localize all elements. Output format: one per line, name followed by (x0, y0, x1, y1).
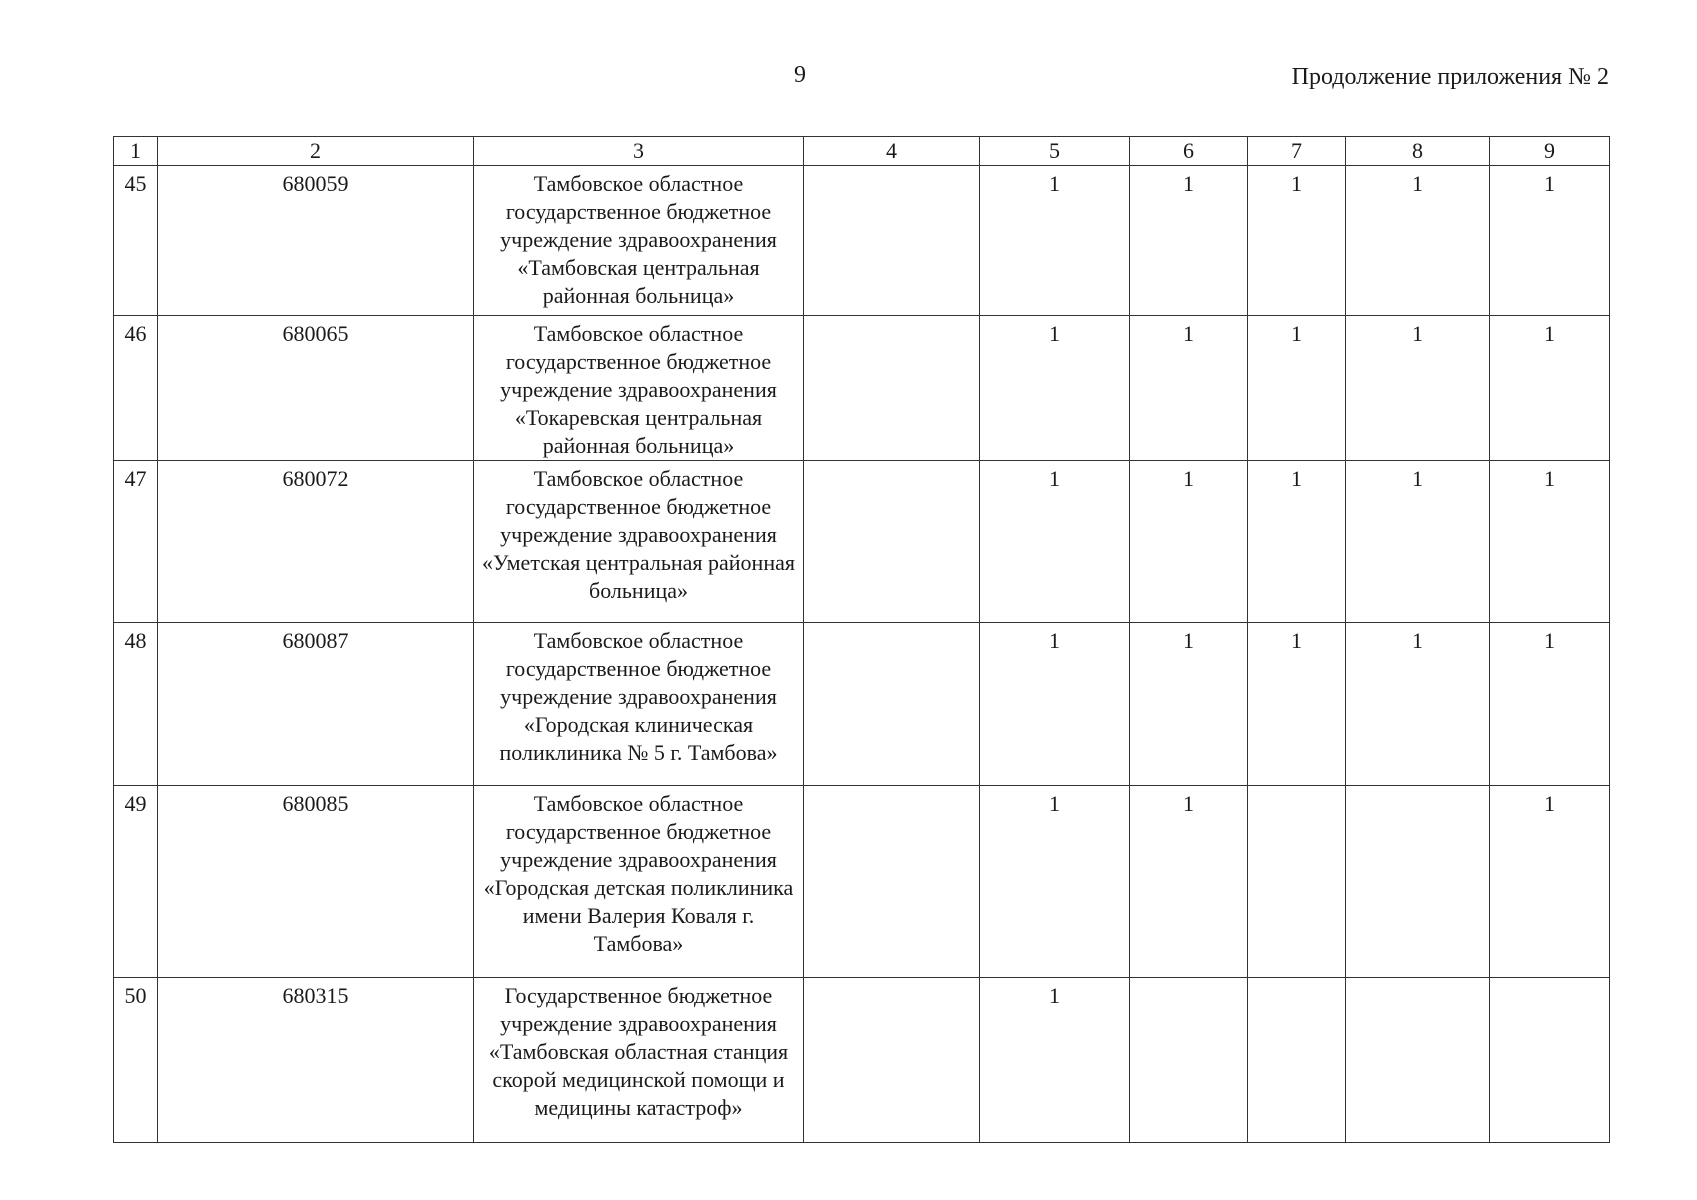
organization-code: 680315 (158, 978, 474, 1143)
cell-col-6 (1130, 978, 1248, 1143)
row-number: 50 (114, 978, 158, 1143)
cell-col-9: 1 (1490, 316, 1610, 461)
table-row (114, 461, 1610, 623)
cell-col-4 (804, 166, 980, 316)
cell-col-5: 1 (980, 166, 1130, 316)
cell-col-7: 1 (1248, 166, 1346, 316)
column-header-1: 1 (114, 137, 158, 166)
cell-col-5: 1 (980, 461, 1130, 623)
appendix-continuation-label: Продолжение приложения № 2 (1291, 64, 1609, 90)
cell-col-9: 1 (1490, 786, 1610, 978)
cell-col-9 (1490, 978, 1610, 1143)
column-header-7: 7 (1248, 137, 1346, 166)
organization-name: Тамбовское областное государственное бюджетное учреждение здравоохранения «Городская клиническая поликлиника № 5 г. Тамбова» (474, 623, 804, 786)
cell-col-9: 1 (1490, 623, 1610, 786)
cell-col-7 (1248, 978, 1346, 1143)
cell-col-7: 1 (1248, 461, 1346, 623)
organization-name: Государственное бюджетное учреждение здравоохранения «Тамбовская областная станция скорой медицинской помощи и медицины катастроф» (474, 978, 804, 1143)
table-row (114, 166, 1610, 316)
cell-col-8 (1346, 786, 1490, 978)
organization-name: Тамбовское областное государственное бюджетное учреждение здравоохранения «Уметская центральная районная больница» (474, 461, 804, 623)
cell-col-4 (804, 786, 980, 978)
cell-col-4 (804, 978, 980, 1143)
column-header-5: 5 (980, 137, 1130, 166)
cell-col-6: 1 (1130, 166, 1248, 316)
row-number: 45 (114, 166, 158, 316)
table-row (114, 978, 1610, 1143)
cell-col-6: 1 (1130, 623, 1248, 786)
appendix-table (113, 136, 1610, 1143)
cell-col-6: 1 (1130, 461, 1248, 623)
cell-col-7: 1 (1248, 623, 1346, 786)
cell-col-5: 1 (980, 623, 1130, 786)
page-number: 9 (794, 62, 806, 88)
column-header-9: 9 (1490, 137, 1610, 166)
row-number: 48 (114, 623, 158, 786)
organization-code: 680065 (158, 316, 474, 461)
table-row (114, 623, 1610, 786)
cell-col-8: 1 (1346, 166, 1490, 316)
organization-name: Тамбовское областное государственное бюджетное учреждение здравоохранения «Тамбовская центральная районная больница» (474, 166, 804, 316)
row-number: 46 (114, 316, 158, 461)
table-row (114, 316, 1610, 461)
row-number: 47 (114, 461, 158, 623)
cell-col-7: 1 (1248, 316, 1346, 461)
cell-col-5: 1 (980, 978, 1130, 1143)
organization-code: 680059 (158, 166, 474, 316)
organization-name: Тамбовское областное государственное бюджетное учреждение здравоохранения «Городская детская поликлиника имени Валерия Коваля г. Тамбова» (474, 786, 804, 978)
cell-col-6: 1 (1130, 316, 1248, 461)
column-header-8: 8 (1346, 137, 1490, 166)
cell-col-5: 1 (980, 786, 1130, 978)
column-header-3: 3 (474, 137, 804, 166)
cell-col-7 (1248, 786, 1346, 978)
organization-name: Тамбовское областное государственное бюджетное учреждение здравоохранения «Токаревская центральная районная больница» (474, 316, 804, 461)
row-number: 49 (114, 786, 158, 978)
cell-col-6: 1 (1130, 786, 1248, 978)
column-header-2: 2 (158, 137, 474, 166)
column-number-row (114, 137, 1610, 166)
cell-col-9: 1 (1490, 461, 1610, 623)
organization-code: 680087 (158, 623, 474, 786)
cell-col-8: 1 (1346, 461, 1490, 623)
column-header-6: 6 (1130, 137, 1248, 166)
column-header-4: 4 (804, 137, 980, 166)
cell-col-4 (804, 316, 980, 461)
cell-col-8: 1 (1346, 316, 1490, 461)
organization-code: 680072 (158, 461, 474, 623)
cell-col-8 (1346, 978, 1490, 1143)
cell-col-4 (804, 623, 980, 786)
cell-col-5: 1 (980, 316, 1130, 461)
cell-col-9: 1 (1490, 166, 1610, 316)
organization-code: 680085 (158, 786, 474, 978)
table-row (114, 786, 1610, 978)
cell-col-4 (804, 461, 980, 623)
cell-col-8: 1 (1346, 623, 1490, 786)
